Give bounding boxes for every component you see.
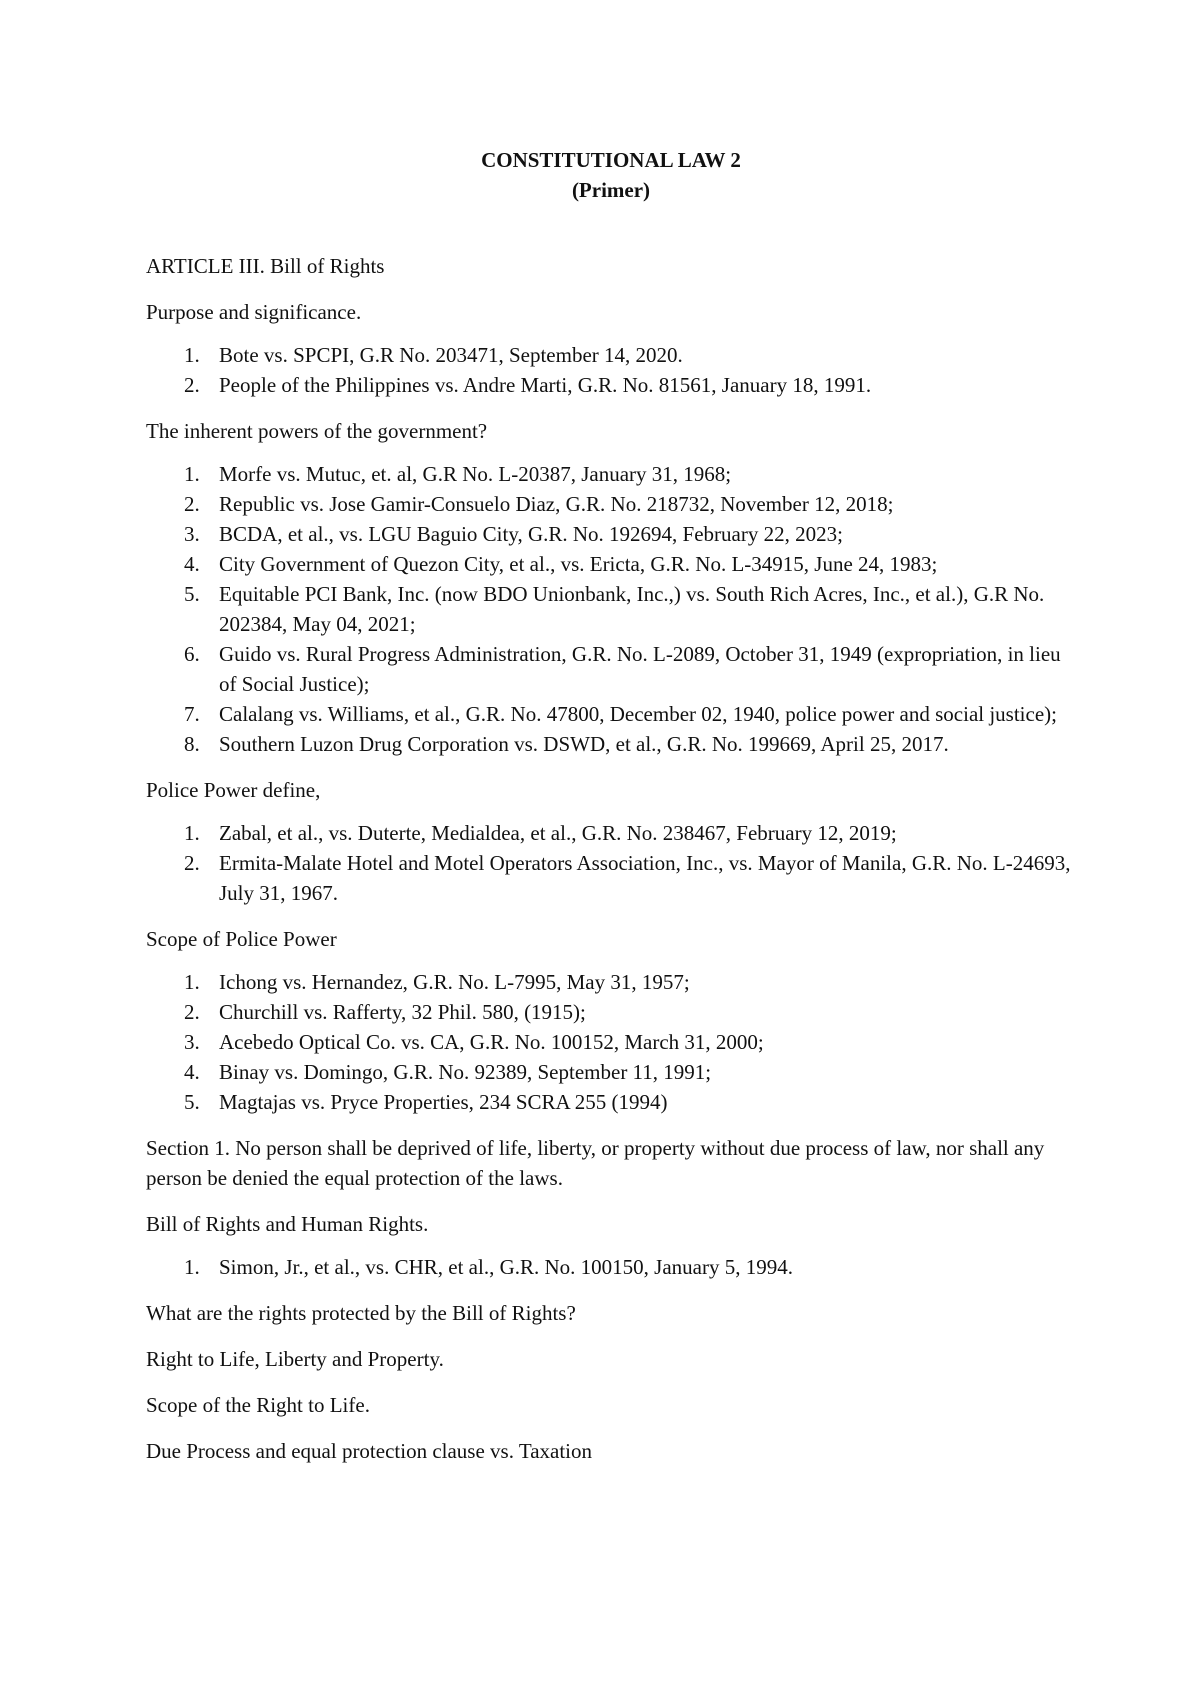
list-item: 4. City Government of Quezon City, et al., vs. Ericta, G.R. No. L-34915, June 24, 1983; — [184, 552, 938, 576]
section-heading-scope-police-power: Scope of Police Power — [146, 927, 337, 951]
section-1-paragraph: Section 1. No person shall be deprived of life, liberty, or property without due process of law, nor shall any person be denied the equal protection of the laws. — [146, 1136, 1045, 1190]
case-list-human-rights — [146, 1252, 1076, 1282]
document-title: CONSTITUTIONAL LAW 2 — [481, 148, 741, 172]
list-item: 2. Ermita-Malate Hotel and Motel Operators Association, Inc., vs. Mayor of Manila, G.R. No. L-24693, July 31, 1967. — [184, 851, 1071, 905]
list-item: 1. Morfe vs. Mutuc, et. al, G.R No. L-20387, January 31, 1968; — [184, 462, 732, 486]
closing-line-rights-protected: What are the rights protected by the Bill of Rights? — [146, 1301, 576, 1325]
list-item: 5. Magtajas vs. Pryce Properties, 234 SCRA 255 (1994) — [184, 1090, 668, 1114]
list-item: 2. People of the Philippines vs. Andre Marti, G.R. No. 81561, January 18, 1991. — [184, 373, 872, 397]
list-item: 3. BCDA, et al., vs. LGU Baguio City, G.R. No. 192694, February 22, 2023; — [184, 522, 843, 546]
section-heading-human-rights: Bill of Rights and Human Rights. — [146, 1212, 429, 1236]
closing-line-life-liberty-property: Right to Life, Liberty and Property. — [146, 1347, 444, 1371]
case-list-scope-police-power — [146, 967, 1076, 1117]
case-list-police-power — [146, 818, 1076, 908]
document-page — [146, 140, 1076, 1466]
document-subtitle: (Primer) — [571, 178, 651, 202]
list-item: 3. Acebedo Optical Co. vs. CA, G.R. No. 100152, March 31, 2000; — [184, 1030, 764, 1054]
list-item: 6. Guido vs. Rural Progress Administration, G.R. No. L-2089, October 31, 1949 (expropriation, in lieu of Social Justice); — [184, 642, 1061, 696]
section-heading-inherent-powers: The inherent powers of the government? — [146, 419, 488, 443]
list-item: 2. Republic vs. Jose Gamir-Consuelo Diaz, G.R. No. 218732, November 12, 2018; — [184, 492, 894, 516]
section-heading-police-power: Police Power define, — [146, 778, 321, 802]
list-item: 1. Zabal, et al., vs. Duterte, Medialdea, et al., G.R. No. 238467, February 12, 2019; — [184, 821, 897, 845]
list-item: 2. Churchill vs. Rafferty, 32 Phil. 580, (1915); — [184, 1000, 586, 1024]
article-heading: ARTICLE III. Bill of Rights — [146, 254, 385, 278]
list-item: 4. Binay vs. Domingo, G.R. No. 92389, September 11, 1991; — [184, 1060, 712, 1084]
closing-line-due-process-taxation: Due Process and equal protection clause vs. Taxation — [146, 1439, 593, 1463]
list-item: 1. Ichong vs. Hernandez, G.R. No. L-7995, May 31, 1957; — [184, 970, 690, 994]
case-list-purpose — [146, 340, 1076, 400]
case-list-inherent-powers — [146, 459, 1076, 759]
list-item: 8. Southern Luzon Drug Corporation vs. DSWD, et al., G.R. No. 199669, April 25, 2017. — [184, 732, 949, 756]
list-item: 5. Equitable PCI Bank, Inc. (now BDO Unionbank, Inc.,) vs. South Rich Acres, Inc., et al.), G.R No. 202384, May 04, 2021; — [184, 582, 1045, 636]
list-item: 1. Simon, Jr., et al., vs. CHR, et al., G.R. No. 100150, January 5, 1994. — [184, 1255, 793, 1279]
closing-line-scope-right-to-life: Scope of the Right to Life. — [146, 1393, 370, 1417]
section-heading-purpose: Purpose and significance. — [146, 300, 362, 324]
list-item: 7. Calalang vs. Williams, et al., G.R. No. 47800, December 02, 1940, police power and social justice); — [184, 702, 1057, 726]
list-item: 1. Bote vs. SPCPI, G.R No. 203471, September 14, 2020. — [184, 343, 683, 367]
